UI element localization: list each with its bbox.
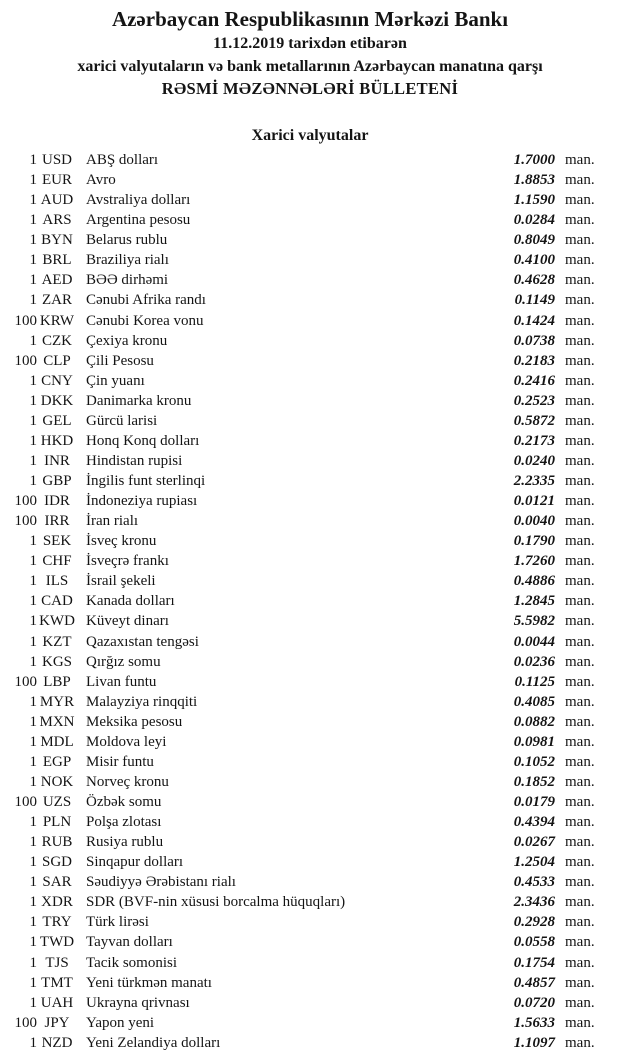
currency-unit: man. <box>565 192 595 209</box>
currency-name: Avstraliya dolları <box>86 192 191 209</box>
currency-code: PLN <box>42 814 72 831</box>
currency-row <box>0 451 620 471</box>
currency-name: Moldova leyi <box>86 733 167 750</box>
currency-rate: 0.2183 <box>513 352 555 369</box>
currency-unit: man. <box>565 854 595 871</box>
currency-quantity: 1 <box>29 252 37 269</box>
currency-unit: man. <box>565 332 595 349</box>
currency-rate: 0.4100 <box>513 252 555 269</box>
currency-quantity: 1 <box>29 713 37 730</box>
currency-quantity: 1 <box>29 934 37 951</box>
currency-name: İsveç kronu <box>86 533 157 550</box>
currency-row <box>0 712 620 732</box>
currency-row <box>0 230 620 250</box>
currency-unit: man. <box>565 473 595 489</box>
currency-code: TJS <box>45 954 69 971</box>
currency-row <box>0 812 620 832</box>
currency-quantity: 100 <box>14 1014 37 1031</box>
currency-name: Tacik somonisi <box>86 954 178 971</box>
currency-name: Meksika pesosu <box>86 713 183 730</box>
currency-unit: man. <box>565 773 595 790</box>
currency-quantity: 1 <box>29 593 37 610</box>
currency-name: Hindistan rupisi <box>86 452 183 469</box>
currency-rate: 2.3436 <box>513 894 555 911</box>
currency-row <box>0 311 620 331</box>
currency-name: Cənubi Afrika randı <box>86 292 206 309</box>
currency-name: Türk lirəsi <box>86 914 149 931</box>
currency-row <box>0 652 620 672</box>
currency-rate: 1.5633 <box>513 1014 555 1031</box>
currency-code: UZS <box>42 794 72 810</box>
currency-rate: 2.2335 <box>513 473 555 489</box>
currency-unit: man. <box>565 292 595 309</box>
currency-row <box>0 210 620 230</box>
currency-code: AUD <box>40 192 74 209</box>
currency-name: Rusiya rublu <box>86 834 164 851</box>
currency-code: CZK <box>42 332 72 349</box>
currency-rate: 0.5872 <box>513 412 555 429</box>
currency-rate: 0.4857 <box>513 974 555 991</box>
currency-unit: man. <box>565 894 595 911</box>
currency-unit: man. <box>565 352 595 369</box>
currency-unit: man. <box>565 994 595 1011</box>
currency-quantity: 1 <box>29 814 37 831</box>
currency-unit: man. <box>565 633 595 650</box>
currency-code: CLP <box>43 352 71 369</box>
currency-name: Tayvan dolları <box>86 934 173 951</box>
currency-code: MXN <box>39 713 75 730</box>
currency-unit: man. <box>565 593 595 610</box>
currency-row <box>0 993 620 1013</box>
currency-quantity: 100 <box>14 312 37 329</box>
currency-quantity: 100 <box>14 673 37 690</box>
currency-row <box>0 852 620 872</box>
section-title-foreign-currencies: Xarici valyutalar <box>251 127 369 144</box>
currency-name: İsveçrə frankı <box>86 553 169 570</box>
currency-quantity: 1 <box>29 693 37 710</box>
currency-code: IRR <box>44 513 70 530</box>
currency-row <box>0 190 620 210</box>
currency-rate: 0.8049 <box>513 232 555 249</box>
currency-unit: man. <box>565 914 595 931</box>
currency-code: SGD <box>41 854 72 871</box>
currency-name: İsrail şekeli <box>86 573 156 590</box>
currency-code: MYR <box>39 693 75 710</box>
currency-quantity: 1 <box>29 533 37 550</box>
currency-rate: 0.1790 <box>513 533 555 550</box>
currency-name: Avro <box>86 172 116 189</box>
currency-row <box>0 290 620 310</box>
currency-quantity: 1 <box>29 954 37 971</box>
currency-unit: man. <box>565 874 595 891</box>
currency-quantity: 1 <box>29 232 37 249</box>
currency-quantity: 100 <box>14 794 37 810</box>
currency-unit: man. <box>565 232 595 249</box>
currency-unit: man. <box>565 513 595 530</box>
currency-row <box>0 471 620 491</box>
currency-name: Norveç kronu <box>86 773 169 790</box>
currency-code: TWD <box>39 934 75 951</box>
currency-rate: 0.1424 <box>513 312 555 329</box>
rates-table <box>0 150 620 1053</box>
currency-quantity: 1 <box>29 974 37 991</box>
currency-code: CNY <box>41 372 73 389</box>
currency-quantity: 1 <box>29 874 37 891</box>
currency-name: Qırğız somu <box>86 653 161 670</box>
currency-quantity: 1 <box>29 212 37 229</box>
currency-unit: man. <box>565 252 595 269</box>
currency-quantity: 1 <box>29 412 37 429</box>
bank-name-title: Azərbaycan Respublikasının Mərkəzi Bankı <box>111 7 509 31</box>
currency-rate: 1.1590 <box>513 192 555 209</box>
currency-name: SDR (BVF-nin xüsusi borcalma hüquqları) <box>86 894 346 911</box>
currency-unit: man. <box>565 693 595 710</box>
currency-name: Özbək somu <box>86 794 162 810</box>
currency-row <box>0 1033 620 1053</box>
currency-code: BYN <box>41 232 73 249</box>
currency-name: BƏƏ dirhəmi <box>86 272 169 289</box>
currency-row <box>0 872 620 892</box>
currency-unit: man. <box>565 934 595 951</box>
currency-row <box>0 591 620 611</box>
currency-rate: 0.0236 <box>513 653 555 670</box>
bulletin-header <box>0 0 620 100</box>
currency-rate: 1.2504 <box>513 854 555 871</box>
currency-rate: 0.1852 <box>513 773 555 790</box>
currency-name: ABŞ dolları <box>86 152 159 168</box>
currency-code: KWD <box>39 613 75 630</box>
currency-name: Ukrayna qrivnası <box>86 994 190 1011</box>
currency-quantity: 1 <box>29 152 37 168</box>
currency-row <box>0 792 620 812</box>
currency-code: LBP <box>43 673 71 690</box>
currency-row <box>0 732 620 752</box>
currency-row <box>0 411 620 431</box>
currency-code: ILS <box>45 573 69 590</box>
currency-quantity: 1 <box>29 834 37 851</box>
currency-name: Livan funtu <box>86 673 157 690</box>
currency-code: HKD <box>40 432 74 449</box>
currency-quantity: 1 <box>29 613 37 630</box>
currency-rate: 0.0558 <box>513 934 555 951</box>
currency-name: Belarus rublu <box>86 232 168 249</box>
currency-name: İndoneziya rupiası <box>86 493 198 510</box>
currency-quantity: 1 <box>29 392 37 409</box>
currency-unit: man. <box>565 834 595 851</box>
currency-row <box>0 571 620 591</box>
currency-name: İngilis funt sterlinqi <box>86 473 206 489</box>
currency-quantity: 1 <box>29 633 37 650</box>
currency-row <box>0 772 620 792</box>
currency-name: Çin yuanı <box>86 372 145 389</box>
currency-unit: man. <box>565 533 595 550</box>
currency-row <box>0 391 620 411</box>
currency-row <box>0 531 620 551</box>
currency-rate: 0.1754 <box>513 954 555 971</box>
currency-rate: 1.7260 <box>513 553 555 570</box>
currency-rate: 0.2416 <box>513 372 555 389</box>
currency-rate: 0.0121 <box>513 493 555 510</box>
currency-code: RUB <box>41 834 73 851</box>
currency-code: TMT <box>41 974 73 991</box>
currency-row <box>0 431 620 451</box>
currency-code: AED <box>41 272 73 289</box>
currency-row <box>0 491 620 511</box>
currency-unit: man. <box>565 152 595 168</box>
currency-rate: 0.0179 <box>513 794 555 810</box>
currency-quantity: 1 <box>29 452 37 469</box>
currency-unit: man. <box>565 794 595 810</box>
currency-rate: 1.8853 <box>513 172 555 189</box>
currency-name: Küveyt dinarı <box>86 613 169 630</box>
currency-quantity: 1 <box>29 172 37 189</box>
currency-unit: man. <box>565 733 595 750</box>
currency-name: Kanada dolları <box>86 593 175 610</box>
currency-name: Sinqapur dolları <box>86 854 184 871</box>
currency-row <box>0 150 620 170</box>
currency-name: Səudiyyə Ərəbistanı rialı <box>86 874 236 891</box>
currency-rate: 0.4533 <box>513 874 555 891</box>
currency-unit: man. <box>565 653 595 670</box>
currency-code: DKK <box>40 392 74 409</box>
currency-quantity: 1 <box>29 553 37 570</box>
currency-code: KGS <box>41 653 72 670</box>
currency-quantity: 1 <box>29 272 37 289</box>
currency-quantity: 100 <box>14 493 37 510</box>
currency-unit: man. <box>565 814 595 831</box>
currency-rate: 0.2928 <box>513 914 555 931</box>
currency-row <box>0 692 620 712</box>
currency-quantity: 1 <box>29 994 37 1011</box>
currency-unit: man. <box>565 974 595 991</box>
currency-code: ARS <box>42 212 72 229</box>
currency-rate: 0.2173 <box>513 432 555 449</box>
effective-date-line: 11.12.2019 tarixdən etibarən <box>213 35 407 52</box>
currency-quantity: 100 <box>14 352 37 369</box>
currency-row <box>0 892 620 912</box>
currency-code: ZAR <box>42 292 72 309</box>
currency-code: JPY <box>44 1014 70 1031</box>
currency-code: GBP <box>42 473 72 489</box>
currency-rate: 0.0720 <box>513 994 555 1011</box>
currency-name: Braziliya rialı <box>86 252 169 269</box>
currency-code: UAH <box>40 994 74 1011</box>
subject-line: xarici valyutaların və bank metallarının Azərbaycan manatına qarşı <box>77 58 543 75</box>
currency-row <box>0 632 620 652</box>
currency-name: Yeni Zelandiya dolları <box>86 1034 221 1051</box>
currency-quantity: 1 <box>29 192 37 209</box>
bulletin-title: RƏSMİ MƏZƏNNƏLƏRİ BÜLLETENİ <box>161 79 459 98</box>
currency-name: Polşa zlotası <box>86 814 162 831</box>
currency-unit: man. <box>565 412 595 429</box>
currency-row <box>0 250 620 270</box>
currency-row <box>0 511 620 531</box>
currency-rate: 0.0284 <box>513 212 555 229</box>
currency-rate: 1.7000 <box>513 152 555 168</box>
currency-code: XDR <box>41 894 73 911</box>
currency-code: KRW <box>39 312 75 329</box>
currency-quantity: 1 <box>29 773 37 790</box>
currency-code: CHF <box>42 553 72 570</box>
currency-row <box>0 752 620 772</box>
currency-code: NOK <box>40 773 74 790</box>
currency-row <box>0 912 620 932</box>
currency-name: Yapon yeni <box>86 1014 155 1031</box>
currency-name: Yeni türkmən manatı <box>86 974 212 991</box>
currency-quantity: 1 <box>29 432 37 449</box>
currency-unit: man. <box>565 172 595 189</box>
currency-rate: 0.0738 <box>513 332 555 349</box>
currency-rate: 0.0040 <box>513 513 555 530</box>
currency-name: Danimarka kronu <box>86 392 192 409</box>
currency-row <box>0 1013 620 1033</box>
currency-quantity: 1 <box>29 914 37 931</box>
currency-row <box>0 331 620 351</box>
currency-unit: man. <box>565 553 595 570</box>
currency-unit: man. <box>565 212 595 229</box>
currency-unit: man. <box>565 573 595 590</box>
currency-row <box>0 611 620 631</box>
currency-rate: 0.4394 <box>513 814 555 831</box>
currency-quantity: 1 <box>29 894 37 911</box>
currency-row <box>0 170 620 190</box>
currency-name: Honq Konq dolları <box>86 432 200 449</box>
currency-rate: 0.0882 <box>513 713 555 730</box>
currency-name: Qazaxıstan tengəsi <box>86 633 199 650</box>
currency-quantity: 1 <box>29 854 37 871</box>
currency-code: SEK <box>42 533 72 550</box>
currency-rate: 0.2523 <box>513 392 555 409</box>
currency-rate: 0.1149 <box>514 292 555 309</box>
currency-code: IDR <box>44 493 70 510</box>
currency-unit: man. <box>565 432 595 449</box>
currency-unit: man. <box>565 1014 595 1031</box>
currency-rate: 0.0981 <box>513 733 555 750</box>
currency-unit: man. <box>565 713 595 730</box>
currency-row <box>0 953 620 973</box>
currency-rate: 0.0267 <box>513 834 555 851</box>
currency-rate: 0.4628 <box>513 272 555 289</box>
currency-rate: 0.0240 <box>513 452 555 469</box>
currency-rate: 0.1052 <box>513 753 555 770</box>
currency-code: EGP <box>42 753 72 770</box>
currency-code: MDL <box>40 733 74 750</box>
currency-quantity: 1 <box>29 473 37 489</box>
currency-row <box>0 973 620 993</box>
currency-code: NZD <box>41 1034 73 1051</box>
currency-unit: man. <box>565 673 595 690</box>
currency-quantity: 1 <box>29 733 37 750</box>
currency-rate: 0.4085 <box>513 693 555 710</box>
currency-code: KZT <box>42 633 72 650</box>
currency-rate: 0.4886 <box>513 573 555 590</box>
currency-row <box>0 351 620 371</box>
currency-code: GEL <box>42 412 72 429</box>
currency-name: Çili Pesosu <box>86 352 154 369</box>
currency-code: CAD <box>41 593 73 610</box>
currency-rate: 1.1097 <box>513 1034 555 1051</box>
currency-quantity: 1 <box>29 332 37 349</box>
currency-quantity: 1 <box>29 573 37 590</box>
currency-unit: man. <box>565 1034 595 1051</box>
currency-unit: man. <box>565 312 595 329</box>
currency-code: USD <box>41 152 72 168</box>
currency-code: INR <box>44 452 70 469</box>
currency-name: İran rialı <box>86 513 139 530</box>
currency-quantity: 100 <box>14 513 37 530</box>
currency-code: SAR <box>42 874 72 891</box>
currency-row <box>0 551 620 571</box>
currency-row <box>0 932 620 952</box>
currency-code: EUR <box>42 172 72 189</box>
currency-unit: man. <box>565 452 595 469</box>
currency-row <box>0 371 620 391</box>
currency-name: Argentina pesosu <box>86 212 191 229</box>
currency-name: Çexiya kronu <box>86 332 168 349</box>
currency-row <box>0 270 620 290</box>
currency-rate: 0.1125 <box>514 673 555 690</box>
currency-quantity: 1 <box>29 372 37 389</box>
currency-quantity: 1 <box>29 1034 37 1051</box>
currency-code: BRL <box>42 252 72 269</box>
currency-rate: 0.0044 <box>513 633 555 650</box>
currency-row <box>0 672 620 692</box>
currency-code: TRY <box>42 914 72 931</box>
currency-unit: man. <box>565 954 595 971</box>
currency-name: Misir funtu <box>86 753 154 770</box>
currency-rate: 1.2845 <box>513 593 555 610</box>
currency-unit: man. <box>565 493 595 510</box>
currency-quantity: 1 <box>29 653 37 670</box>
currency-unit: man. <box>565 272 595 289</box>
currency-unit: man. <box>565 613 595 630</box>
currency-name: Malayziya rinqqiti <box>86 693 198 710</box>
currency-rate: 5.5982 <box>513 613 555 630</box>
currency-name: Gürcü larisi <box>86 412 158 429</box>
currency-quantity: 1 <box>29 753 37 770</box>
currency-unit: man. <box>565 753 595 770</box>
currency-unit: man. <box>565 372 595 389</box>
currency-row <box>0 832 620 852</box>
currency-name: Cənubi Korea vonu <box>86 312 204 329</box>
currency-unit: man. <box>565 392 595 409</box>
currency-quantity: 1 <box>29 292 37 309</box>
